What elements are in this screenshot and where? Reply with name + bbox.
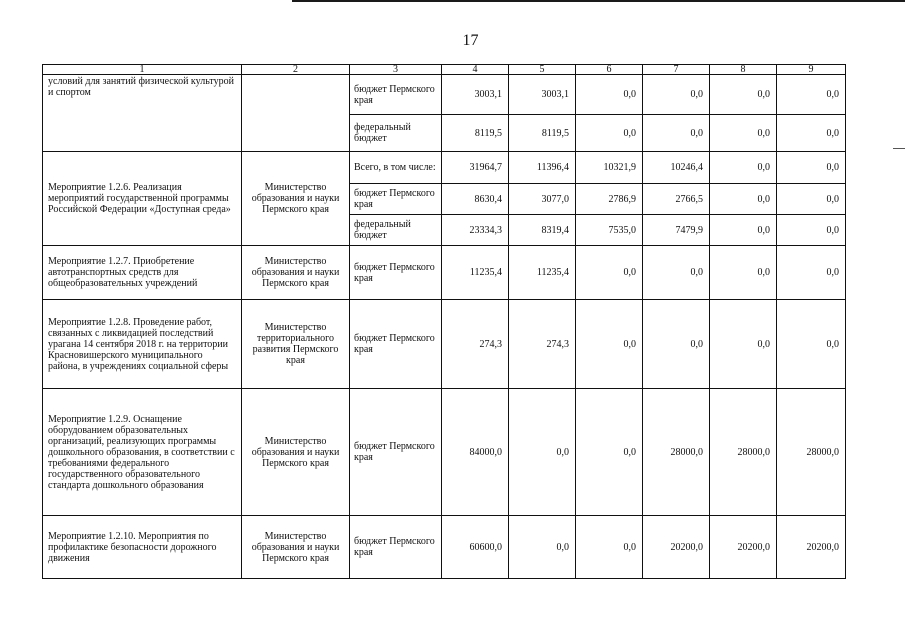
measure-name-cell: условий для занятий физической культурой и спортом [43,75,242,152]
executor-cell: Министерство образования и науки Пермского края [242,516,350,579]
value-cell: 28000,0 [777,389,846,516]
value-cell: 10246,4 [643,152,710,184]
measure-name-cell: Мероприятие 1.2.6. Реализация мероприятий государственной программы Российской Федерации «Доступная среда» [43,152,242,246]
value-cell: 8119,5 [442,115,509,152]
value-cell: 0,0 [710,215,777,246]
source-cell: бюджет Пермского края [350,516,442,579]
value-cell: 0,0 [576,75,643,115]
executor-cell: Министерство образования и науки Пермского края [242,246,350,300]
header-cell: 4 [442,65,509,75]
value-cell: 20200,0 [643,516,710,579]
page-number: 17 [462,32,479,49]
value-cell: 28000,0 [643,389,710,516]
value-cell: 60600,0 [442,516,509,579]
header-cell: 7 [643,65,710,75]
value-cell: 11235,4 [442,246,509,300]
source-cell: бюджет Пермского края [350,246,442,300]
value-cell: 0,0 [710,75,777,115]
value-cell: 8119,5 [509,115,576,152]
table-row [43,516,846,579]
value-cell: 2786,9 [576,184,643,215]
value-cell: 0,0 [710,300,777,389]
value-cell: 0,0 [777,115,846,152]
measure-name-cell: Мероприятие 1.2.9. Оснащение оборудованием образовательных организаций, реализующих программы дошкольного образования, в соответствии с требованиями федерального государственного образовательного стандарта дошкольного образования [43,389,242,516]
value-cell: 0,0 [509,516,576,579]
value-cell: 11235,4 [509,246,576,300]
value-cell: 0,0 [710,246,777,300]
value-cell: 0,0 [576,389,643,516]
table-row [43,246,846,300]
value-cell: 0,0 [576,300,643,389]
value-cell: 0,0 [509,389,576,516]
value-cell: 7479,9 [643,215,710,246]
table-row [43,75,846,115]
value-cell: 28000,0 [710,389,777,516]
value-cell: 20200,0 [710,516,777,579]
value-cell: 0,0 [777,184,846,215]
value-cell: 0,0 [710,115,777,152]
header-cell: 3 [350,65,442,75]
value-cell: 0,0 [643,246,710,300]
value-cell: 8630,4 [442,184,509,215]
executor-cell: Министерство образования и науки Пермского края [242,152,350,246]
header-cell: 8 [710,65,777,75]
value-cell: 274,3 [509,300,576,389]
value-cell: 10321,9 [576,152,643,184]
value-cell: 3003,1 [509,75,576,115]
header-cell: 2 [242,65,350,75]
measure-name-cell: Мероприятие 1.2.10. Мероприятия по профилактике безопасности дорожного движения [43,516,242,579]
measure-name-cell: Мероприятие 1.2.7. Приобретение автотранспортных средств для общеобразовательных учреждений [43,246,242,300]
value-cell: 20200,0 [777,516,846,579]
value-cell: 0,0 [777,75,846,115]
budget-table [42,64,846,579]
value-cell: 11396,4 [509,152,576,184]
header-cell: 5 [509,65,576,75]
value-cell: 0,0 [777,215,846,246]
value-cell: 0,0 [576,246,643,300]
header-cell: 1 [43,65,242,75]
value-cell: 84000,0 [442,389,509,516]
value-cell: 0,0 [777,246,846,300]
value-cell: 3003,1 [442,75,509,115]
table-row [43,152,846,184]
value-cell: 0,0 [643,300,710,389]
value-cell: 0,0 [643,115,710,152]
source-cell: федеральный бюджет [350,115,442,152]
value-cell: 3077,0 [509,184,576,215]
value-cell: 0,0 [710,184,777,215]
margin-mark [893,148,905,149]
executor-cell: Министерство образования и науки Пермского края [242,389,350,516]
table-row [43,389,846,516]
value-cell: 0,0 [710,152,777,184]
value-cell: 0,0 [643,75,710,115]
header-cell: 9 [777,65,846,75]
table-header-row [43,65,846,75]
value-cell: 0,0 [777,300,846,389]
value-cell: 7535,0 [576,215,643,246]
measure-name-cell: Мероприятие 1.2.8. Проведение работ, связанных с ликвидацией последствий урагана 14 сентября 2018 г. на территории Красновишерского муниципального района, в учреждениях социальной сферы [43,300,242,389]
executor-cell [242,75,350,152]
source-cell: бюджет Пермского края [350,75,442,115]
value-cell: 23334,3 [442,215,509,246]
source-cell: бюджет Пермского края [350,389,442,516]
value-cell: 2766,5 [643,184,710,215]
top-border-line [292,0,905,2]
source-cell: Всего, в том числе: [350,152,442,184]
value-cell: 0,0 [576,516,643,579]
value-cell: 31964,7 [442,152,509,184]
table-row [43,300,846,389]
value-cell: 0,0 [777,152,846,184]
value-cell: 0,0 [576,115,643,152]
header-cell: 6 [576,65,643,75]
source-cell: бюджет Пермского края [350,300,442,389]
value-cell: 274,3 [442,300,509,389]
executor-cell: Министерство территориального развития Пермского края [242,300,350,389]
source-cell: федеральный бюджет [350,215,442,246]
value-cell: 8319,4 [509,215,576,246]
source-cell: бюджет Пермского края [350,184,442,215]
